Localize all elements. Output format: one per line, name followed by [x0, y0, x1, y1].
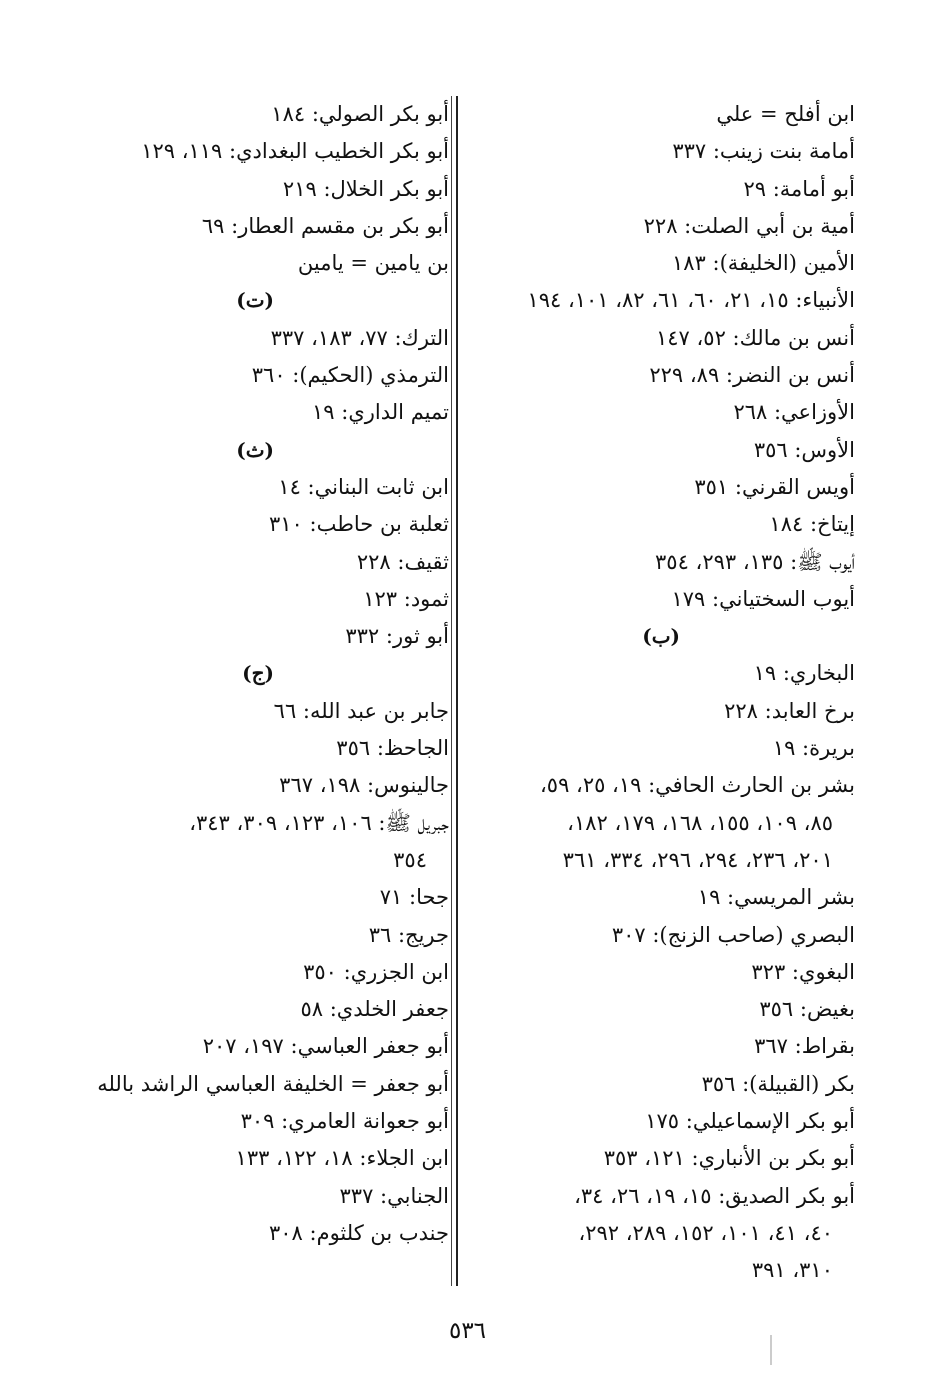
index-entry: بشر بن الحارث الحافي: ١٩، ٢٥، ٥٩،	[540, 773, 855, 798]
index-entry: ثقيف: ٢٢٨	[356, 549, 449, 574]
left-index-column	[49, 96, 449, 1252]
column-divider	[456, 96, 458, 1286]
index-entry: جندب بن كلثوم: ٣٠٨	[268, 1220, 449, 1245]
index-entry: أبو بكر الخلال: ٢١٩	[282, 176, 449, 201]
index-entry: البخاري: ١٩	[753, 661, 855, 686]
index-entry: أبو بكر الصديق: ١٥، ١٩، ٢٦، ٣٤،	[574, 1183, 855, 1208]
index-entry: أبو بكر الإسماعيلي: ١٧٥	[645, 1109, 855, 1134]
index-entry-continuation: ٣١٠، ٣٩١	[751, 1258, 833, 1283]
index-entry: أبو بكر الصولي: ١٨٤	[271, 102, 449, 126]
index-entry: الأوس: ٣٥٦	[753, 437, 855, 462]
index-entry: بريرة: ١٩	[772, 736, 855, 761]
index-entry: الترمذي (الحكيم): ٣٦٠	[251, 363, 449, 388]
index-entry: ابن أفلح = علي	[716, 102, 855, 126]
index-entry: أبو بكر بن مقسم العطار: ٦٩	[201, 213, 449, 238]
index-entry-continuation: ٨٥، ١٠٩، ١٥٥، ١٦٨، ١٧٩، ١٨٢،	[567, 810, 833, 835]
index-entry: بشر المريسي: ١٩	[697, 885, 855, 910]
index-entry: أبو جعفر = الخليفة العباسي الراشد بالله	[97, 1071, 449, 1096]
index-entry: أبو ثور: ٣٣٢	[345, 624, 449, 649]
index-entry: أبو جعفر العباسي: ١٩٧، ٢٠٧	[202, 1034, 449, 1059]
index-entry: أمية بن أبي الصلت: ٢٢٨	[643, 213, 855, 238]
page-number: ٥٣٦	[448, 1318, 487, 1344]
index-entry: أنس بن مالك: ٥٢، ١٤٧	[656, 325, 855, 350]
index-entry: جبريل ﷺ: ١٠٦، ١٢٣، ٣٠٩، ٣٤٣،	[189, 810, 449, 835]
letter-section-header: (ج)	[242, 661, 274, 686]
index-entry: الترك: ٧٧، ١٨٣، ٣٣٧	[270, 325, 449, 350]
index-entry: بكر (القبيلة): ٣٥٦	[701, 1071, 855, 1096]
index-entry: ابن ثابت البناني: ١٤	[278, 474, 449, 499]
index-entry: جعفر الخلدي: ٥٨	[300, 997, 449, 1022]
index-entry: إيتاخ: ١٨٤	[769, 512, 855, 537]
index-entry-continuation: ٤٠، ٤١، ١٠١، ١٥٢، ٢٨٩، ٢٩٢،	[578, 1220, 833, 1245]
index-entry: بن يامين = يامين	[297, 251, 449, 276]
index-entry: البصري (صاحب الزنج): ٣٠٧	[611, 922, 855, 947]
index-entry: البغوي: ٣٢٣	[751, 959, 855, 984]
index-entry: جحا: ٧١	[379, 885, 449, 910]
index-entry: جريج: ٣٦	[368, 922, 449, 947]
index-entry: ابن الجلاء: ١٨، ١٢٢، ١٣٣	[235, 1146, 449, 1171]
index-entry: أيوب ﷺ: ١٣٥، ٢٩٣، ٣٥٤	[655, 549, 855, 574]
index-entry-continuation: ٢٠١، ٢٣٦، ٢٩٤، ٢٩٦، ٣٣٤، ٣٦١	[562, 847, 833, 872]
index-entry: الجنابي: ٣٣٧	[339, 1183, 449, 1208]
index-entry: أنس بن النضر: ٨٩، ٢٢٩	[649, 363, 855, 388]
column-divider-inner	[451, 96, 452, 1286]
index-entry: أبو بكر الخطيب البغدادي: ١١٩، ١٢٩	[141, 139, 449, 164]
index-entry: بغيض: ٣٥٦	[759, 997, 855, 1022]
letter-section-header: (ب)	[642, 624, 680, 649]
index-entry: الجاحظ: ٣٥٦	[336, 736, 449, 761]
index-entry: الأمين (الخليفة): ١٨٣	[672, 251, 855, 276]
index-entry: الأنبياء: ١٥، ٢١، ٦٠، ٦١، ٨٢، ١٠١، ١٩٤	[527, 288, 855, 313]
index-entry: برخ العابد: ٢٢٨	[724, 698, 855, 723]
index-entry: الأوزاعي: ٢٦٨	[733, 400, 855, 425]
index-entry: أبو بكر بن الأنباري: ١٢١، ٣٥٣	[603, 1146, 855, 1171]
scan-mark	[770, 1335, 772, 1365]
index-entry: أبو أمامة: ٢٩	[743, 176, 855, 201]
index-entry: أيوب السختياني: ١٧٩	[671, 586, 855, 611]
index-entry-continuation: ٣٥٤	[393, 847, 427, 872]
index-entry: جالينوس: ١٩٨، ٣٦٧	[279, 773, 449, 798]
index-entry: بقراط: ٣٦٧	[754, 1034, 855, 1059]
index-entry: أبو جعوانة العامري: ٣٠٩	[240, 1109, 449, 1134]
index-entry: ثعلبة بن حاطب: ٣١٠	[268, 512, 449, 537]
index-entry: جابر بن عبد الله: ٦٦	[273, 698, 449, 723]
index-entry: أويس القرني: ٣٥١	[694, 474, 855, 499]
index-entry: تميم الداري: ١٩	[312, 400, 449, 425]
index-entry: أمامة بنت زينب: ٣٣٧	[672, 139, 855, 164]
index-entry: ابن الجزري: ٣٥٠	[303, 959, 449, 984]
letter-section-header: (ت)	[236, 288, 274, 313]
letter-section-header: (ث)	[236, 437, 274, 462]
right-index-column	[465, 96, 855, 1290]
index-entry: ثمود: ١٢٣	[363, 586, 449, 611]
